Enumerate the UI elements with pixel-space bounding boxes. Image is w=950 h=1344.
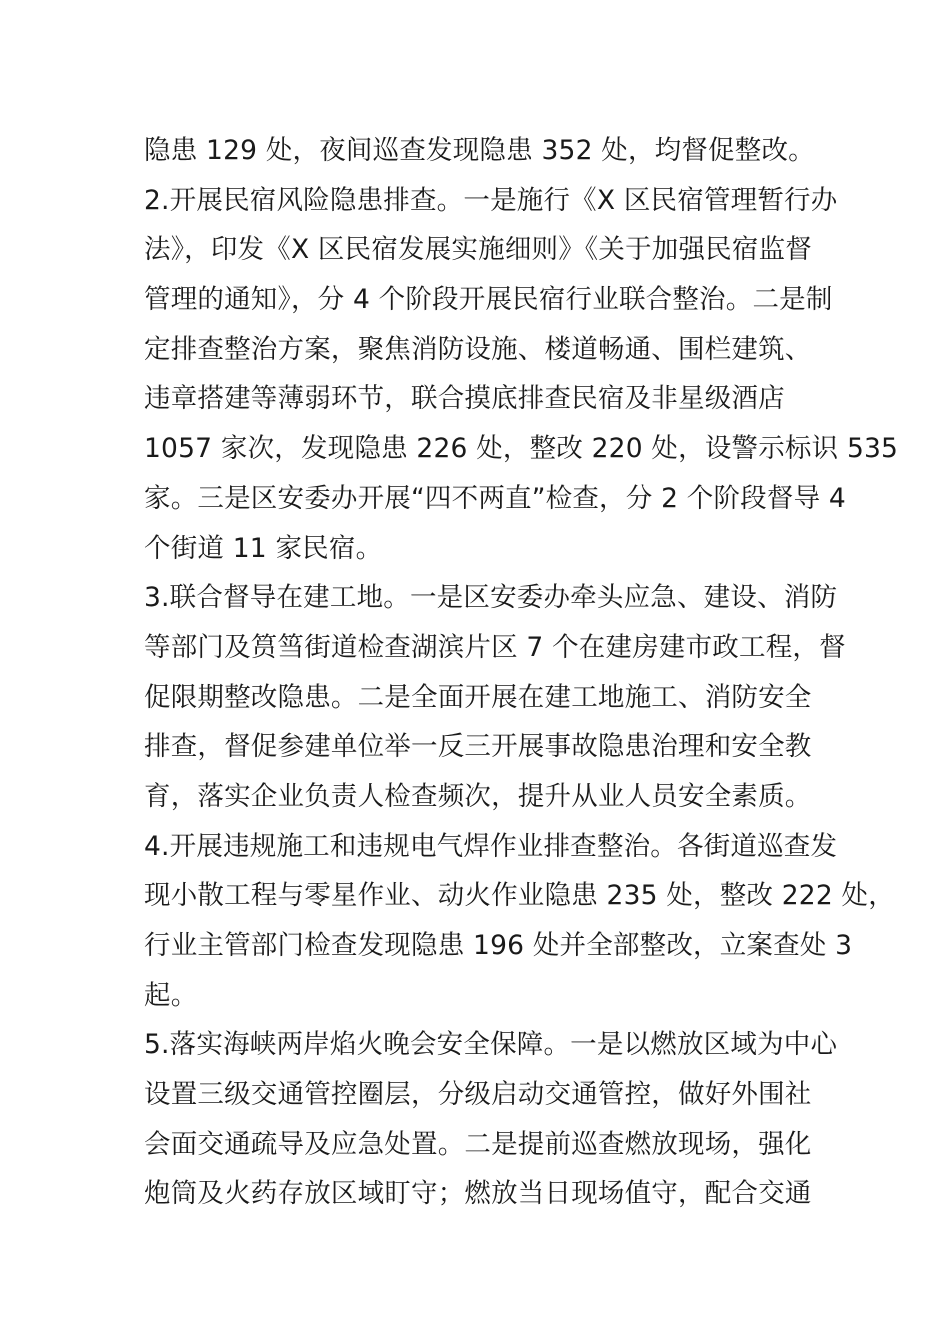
text-line: 排查，督促参建单位举一反三开展事故隐患治理和安全教 xyxy=(144,731,812,763)
text-line: 行业主管部门检查发现隐患 196 处并全部整改，立案查处 3 xyxy=(144,930,853,961)
text-line: 5.落实海峡两岸焰火晚会安全保障。一是以燃放区域为中心 xyxy=(144,1029,838,1061)
text-line: 3.联合督导在建工地。一是区安委办牵头应急、建设、消防 xyxy=(144,582,838,614)
text-line: 1057 家次，发现隐患 226 处，整改 220 处，设警示标识 535 xyxy=(144,433,899,465)
text-line: 违章搭建等薄弱环节，联合摸底排查民宿及非星级酒店 xyxy=(144,383,785,415)
text-line: 促限期整改隐患。二是全面开展在建工地施工、消防安全 xyxy=(144,681,812,713)
text-line: 炮筒及火药存放区域盯守；燃放当日现场值守，配合交通 xyxy=(144,1178,812,1210)
text-line: 个街道 11 家民宿。 xyxy=(144,532,383,564)
text-line: 定排查整治方案，聚焦消防设施、楼道畅通、围栏建筑、 xyxy=(144,333,812,365)
text-line: 现小散工程与零星作业、动火作业隐患 235 处，整改 222 处， xyxy=(144,880,895,912)
text-line: 2.开展民宿风险隐患排查。一是施行《X 区民宿管理暂行办 xyxy=(144,184,838,216)
text-line: 家。三是区安委办开展“四不两直”检查，分 2 个阶段督导 4 xyxy=(144,482,846,514)
text-line: 管理的通知》，分 4 个阶段开展民宿行业联合整治。二是制 xyxy=(144,284,833,316)
text-line: 法》，印发《X 区民宿发展实施细则》《关于加强民宿监督 xyxy=(144,234,812,266)
text-line: 等部门及筼筜街道检查湖滨片区 7 个在建房建市政工程，督 xyxy=(144,631,846,663)
text-line: 育，落实企业负责人检查频次，提升从业人员安全素质。 xyxy=(144,780,812,812)
text-line: 起。 xyxy=(144,979,198,1011)
text-line: 隐患 129 处，夜间巡查发现隐患 352 处，均督促整改。 xyxy=(144,135,815,166)
text-line: 4.开展违规施工和违规电气焊作业排查整治。各街道巡查发 xyxy=(144,830,838,862)
text-line: 设置三级交通管控圈层，分级启动交通管控，做好外围社 xyxy=(144,1079,812,1111)
text-line: 会面交通疏导及应急处置。二是提前巡查燃放现场，强化 xyxy=(144,1128,812,1160)
document-body xyxy=(144,126,899,1219)
